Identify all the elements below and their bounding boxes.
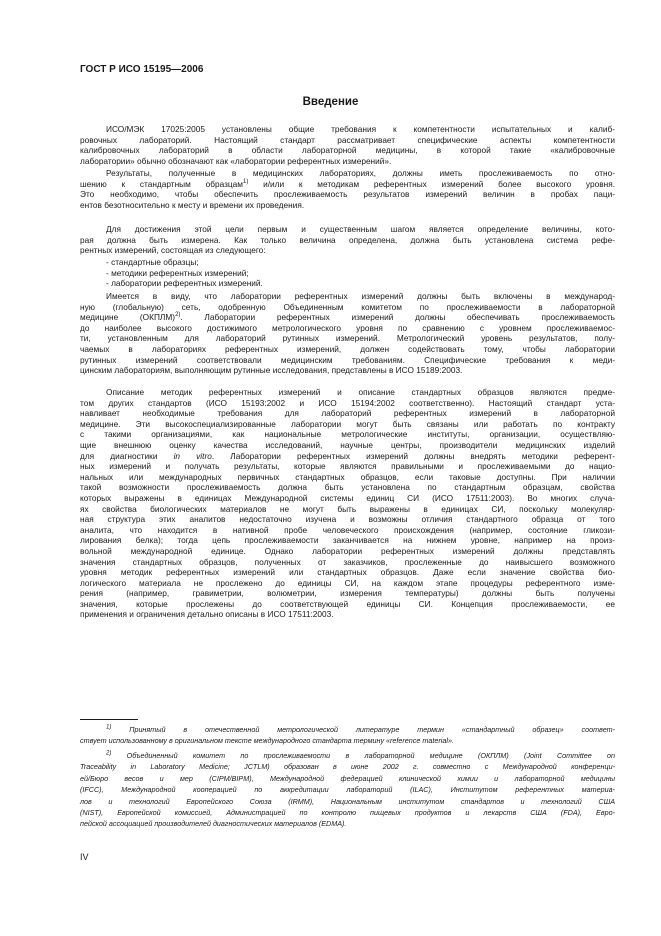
footnote-line: (IFCC), Международной кооперацией по аккредитации лабораторий (ILAC), Институтом референтных материа-: [80, 785, 615, 795]
text-line: такой возможности прослеживаемость должна быть установлена по стандартным образцам, свойства: [80, 482, 615, 493]
text-line: до наиболее высокого достижимого метрологического уровня по сравнению с уровнем прослеживаемос-: [80, 322, 615, 333]
text-fragment: Принятый в отечественной метрологической литературе термин «стандартный образец» соответ-: [129, 725, 616, 734]
footnote-line: ствует использованному в оригинальном тексте международного стандарта термину «reference material».: [80, 736, 454, 746]
text-line: лаборатории» обычно обозначают как «лаборатории референтных измерений».: [80, 155, 392, 166]
text-line: чаемых в лабораториях референтных измерений, должен содействовать тому, чтобы лаборатории: [80, 343, 615, 354]
text-line-with-footnote: [80, 179, 615, 190]
document-header: ГОСТ Р ИСО 15195—2006: [80, 64, 204, 75]
page-number: IV: [80, 852, 89, 862]
list-item: - методики референтных измерений;: [106, 267, 249, 278]
text-line: Это необходимо, чтобы обеспечить прослеживаемость результатов измерений величин в пробах паци-: [80, 189, 615, 200]
footnote-divider: [80, 719, 138, 720]
text-line: том других стандартов (ИСО 15193:2002 и ИСО 15194:2002 соответственно). Настоящий стандарт уста-: [80, 397, 615, 408]
footnote-line: Traceability in Laboratory Medicine; JCTLM) образован в июне 2002 г. совместно с Международной конференци-: [80, 762, 615, 772]
paragraph-system: [80, 224, 615, 256]
text-fragment: Объединенный комитет по прослеживаемости в лабораторной медицине (ОКПЛМ) (Joint Committee on: [126, 751, 616, 760]
footnote-line: лов и технологий Европейского Союза (IRMM), Национальным институтом стандартов и технологий США: [80, 796, 615, 806]
text-fragment: . Лаборатории референтных измерений должны обеспечивать прослеживаемость: [180, 312, 616, 323]
text-line: значения стандартных образцов, полученных от заказчиков, прослеженные до наивысшего возможного: [80, 556, 615, 567]
text-line: ровочных лабораторий. Настоящий стандарт рассматривает специфические аспекты компетентности: [80, 134, 615, 145]
paragraph-standards: [80, 387, 615, 620]
text-line: ентов безотносительно к месту и времени их проведения.: [80, 199, 305, 210]
text-line: ную (глобальную) сеть, одобренную Объединенным комитетом по прослеживаемости в лабораторной: [80, 301, 615, 312]
footnote-ref-2[interactable]: 2): [175, 312, 181, 319]
text-line: калибровочных лабораторий в области лабораторной медицины, в которой такие «калибровочные: [80, 145, 615, 156]
text-line: рая должна быть измерена. Как только величина определена, должна быть установлена система рефе-: [80, 234, 615, 245]
footnote-line: [80, 724, 615, 735]
text-line: ная структура этих аналитов недостаточно изучена и возможны отличия стандартного образца от того: [80, 514, 615, 525]
text-fragment: . Лаборатории референтных измерений должны внедрять методики референт-: [211, 450, 615, 461]
text-line-with-footnote: [80, 312, 615, 323]
text-line: цинским лабораториям, выполняющим рутинные исследования, представлены в ИСО 15189:2003.: [80, 365, 463, 376]
text-fragment: медицине (ОКПЛМ): [80, 312, 176, 323]
text-fragment: и/или к методикам референтных измерений более высокого уровня.: [263, 178, 616, 189]
paragraph-network: [80, 291, 615, 376]
text-line: навливает необходимые требования для лабораторий референтных измерений в лабораторной: [80, 408, 615, 419]
text-line: значения, которые прослежены до соответствующей единицы СИ. Концепция прослеживаемости, ее: [80, 598, 615, 609]
text-line: Описание методик референтных измерений и описание стандартных образцов являются предме-: [106, 387, 615, 397]
text-fragment: для диагностики: [80, 450, 174, 461]
italic-term: in vitro: [173, 450, 212, 461]
list-item: - лаборатории референтных измерений.: [106, 278, 263, 289]
footnote-marker: 1): [106, 724, 112, 731]
footnote-line: ей/Бюро весов и мер (CIPM/BIPM), Международной федерацией клинической химии и лабораторной медицины: [80, 773, 615, 783]
text-line: ти, установленным для лабораторий рутинных измерений. Метрологический уровень результатов, полу-: [80, 333, 615, 344]
paragraph-intro: [80, 124, 615, 166]
reference-system-list: [106, 257, 641, 289]
text-line: которых выражены в единицах Международной системы единиц СИ (ИСО 17511:2003). Во многих случа-: [80, 492, 615, 503]
text-line: нальных или международных первичных стандартных образцов, если таковые доступны. При наличии: [80, 471, 615, 482]
footnote-marker: 2): [106, 750, 112, 757]
text-line: аналита, что находится в нативной пробе человеческого происхождения (например, состояние гликози-: [80, 524, 615, 535]
text-line: ях свойства биологических материалов не могут быть выражены в единицах СИ, поскольку молекуляр-: [80, 503, 615, 514]
footnote-ref-1[interactable]: 1): [242, 178, 249, 185]
footnote-line: [80, 750, 615, 761]
text-line: Для достижения этой цели первым и существенным шагом является определение величины, кото-: [106, 224, 615, 234]
text-line: применения и ограничения детально описаны в ИСО 17511:2003.: [80, 609, 334, 620]
text-line: рутинных измерений соответствовали медицинским требованиям. Специфические требования к меди-: [80, 354, 615, 365]
list-item: - стандартные образцы;: [106, 257, 199, 267]
text-line: Результаты, полученные в медицинских лабораториях, должны иметь прослеживаемость по отно-: [106, 168, 615, 178]
text-line: рентных измерений, состоящая из следующего:: [80, 245, 266, 256]
section-title: Введение: [302, 96, 359, 108]
text-line: с такими организациями, как национальные метрологические институты, организации, осуществляю-: [80, 429, 615, 440]
footnote-line: (NIST), Европейской комиссией, Администрацией по контролю пищевых продуктов и лекарств США (FDA), Евро-: [80, 808, 615, 818]
text-line-with-italic: [80, 451, 615, 462]
text-line: ных измерений и получать результаты, которые являются правильными и прослеживаемыми до нацио-: [80, 461, 615, 472]
paragraph-traceability: [80, 168, 615, 210]
text-fragment: шению к стандартным образцам: [80, 178, 243, 189]
text-line: логического материала не прослежено до единицы СИ, на каждом этапе процедуры референтного изме-: [80, 577, 615, 588]
text-line: медицине. Эти высокоспециализированные лаборатории могут быть связаны или работать по контракту: [80, 418, 615, 429]
footnote-1: [80, 724, 615, 747]
text-line: рения (например, гравиметрии, волюметрии, измерения температуры) должны быть получены: [80, 588, 615, 599]
text-line: лирования белка); тогда цепь прослеживаемости заканчивается на нижнем уровне, например на произ-: [80, 535, 615, 546]
text-line: ИСО/МЭК 17025:2005 установлены общие требования к компетентности испытательных и калиб-: [106, 124, 615, 134]
text-line: вольной международной единице. Однако лаборатории референтных измерений должны представлять: [80, 545, 615, 556]
text-line: уровня методик референтных измерений или стандартных образцов. Даже если значение свойства био-: [80, 567, 615, 578]
footnote-line: пейской ассоциацией производителей диагностических материалов (EDMA).: [80, 819, 347, 829]
footnote-2: [80, 750, 615, 830]
text-line: щие внешнюю оценку качества исследований, научные центры, производители медицинских изделий: [80, 439, 615, 450]
text-line: Имеется в виду, что лаборатории референтных измерений должны быть включены в международ-: [106, 291, 615, 301]
